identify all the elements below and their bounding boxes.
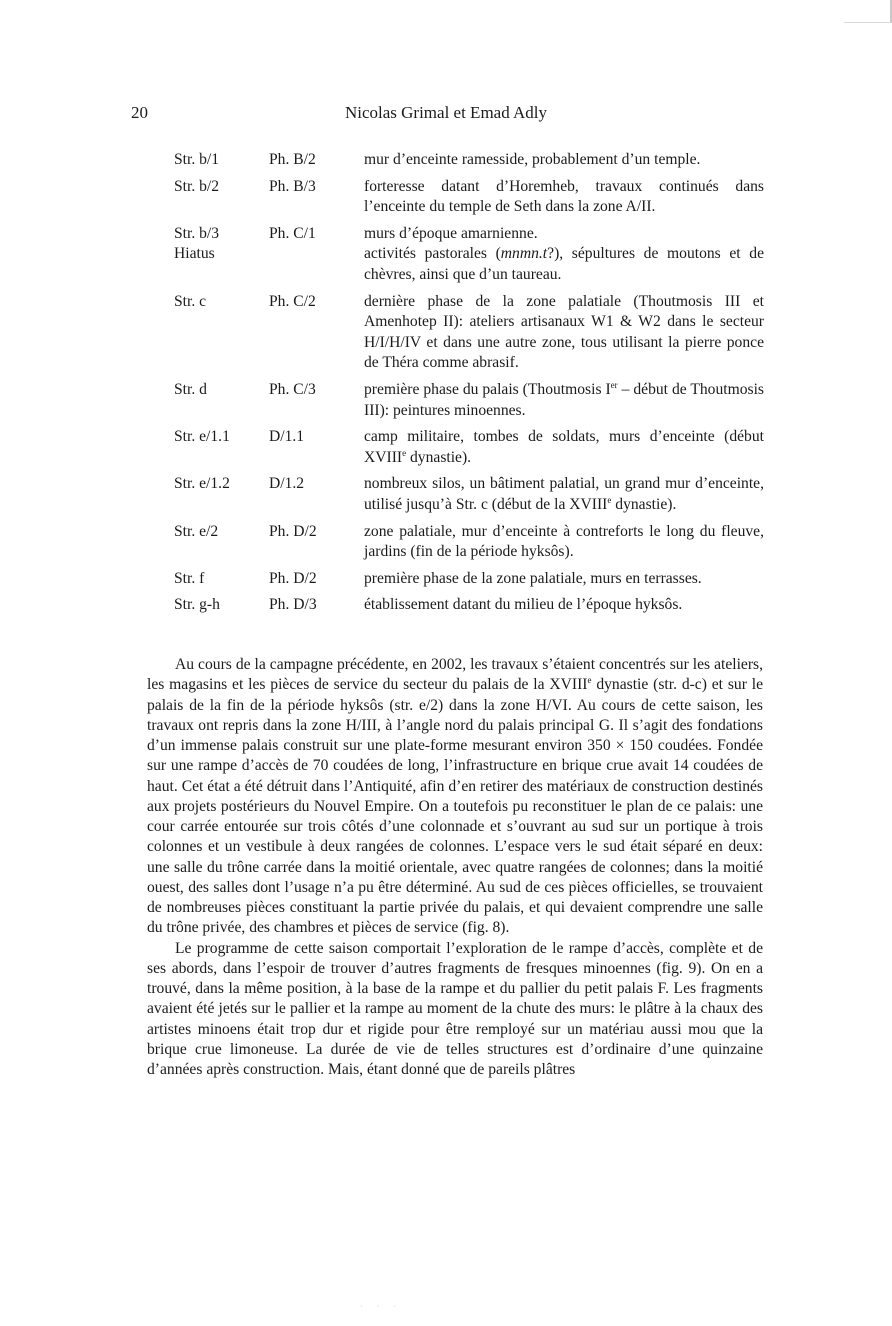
description-sup: er bbox=[610, 379, 618, 390]
description-cell bbox=[364, 380, 764, 421]
description-text: – début de Thoutmosis III): peintures minoennes. bbox=[364, 380, 764, 419]
stratum-cell: Str. f bbox=[174, 569, 205, 587]
description-cell bbox=[364, 244, 764, 285]
stratum-cell: Str. c bbox=[174, 292, 207, 310]
stratum-cell: Hiatus bbox=[174, 245, 215, 263]
strat-row bbox=[174, 380, 764, 421]
phase-cell: Ph. D/3 bbox=[269, 596, 317, 614]
description-cell: murs d’époque amarnienne. bbox=[364, 224, 538, 242]
stratum-cell: Str. b/1 bbox=[174, 151, 220, 168]
body-text bbox=[147, 655, 763, 1080]
phase-cell: Ph. C/3 bbox=[269, 380, 316, 398]
phase-cell: Ph. D/2 bbox=[269, 569, 317, 587]
paragraph-text: dynastie (str. d-c) et sur le palais de la fin de la période hyksôs (str. e/2) dans la zone H/VI. Au cours de cette saison, les travaux ont repris dans la zone H/III, à l’angle nord du palais principal G. Il s’agit des fondations d’un immense palais construit sur une plate-forme mesurant environ 350 × 150 coudées. Fondée sur une rampe d’accès de 70 coudées de long, l’infrastructure en brique crue avait 14 coudées de haut. Cet état a été détruit dans l’Antiquité, afin d’en retirer des matériaux de construction destinés aux projets postérieurs du Nouvel Empire. On a toutefois pu reconstituer le plan de ce palais: une cour carrée entourée sur trois côtés d’une colonnade et s’ouvrant au sud sur un portique à trois colonnes et un vestibule à deux rangées de colonnes. L’espace vers le sud était séparé en deux: une salle du trône carrée dans la moitié orientale, avec quatre rangées de colonnes; dans la moitié ouest, des salles dont l’usage n’a pu être déterminé. Au sud de ces pièces officielles, se trouvaient de nombreuses pièces constituant la partie privée du palais, et qui devaient comprendre une salle du trône privée, des chambres et pièces de service (fig. 8). bbox=[147, 676, 764, 937]
description-text: dynastie). bbox=[611, 495, 677, 513]
stratum-cell: Str. e/1.1 bbox=[174, 428, 230, 446]
stratum-cell: Str. b/3 bbox=[174, 224, 220, 242]
strat-row bbox=[174, 292, 764, 374]
phase-cell: D/1.1 bbox=[269, 428, 305, 446]
description-text: camp militaire, tombes de soldats, murs d’enceinte (début XVIII bbox=[364, 428, 764, 466]
phase-cell: Ph. D/2 bbox=[269, 522, 317, 540]
stratum-cell: Str. e/1.2 bbox=[174, 475, 230, 493]
page-number: 20 bbox=[131, 103, 148, 122]
description-text: nombreux silos, un bâtiment palatial, un grand mur d’enceinte, utilisé jusqu’à Str. c (début de la XVIII bbox=[364, 475, 764, 513]
stratigraphy-table bbox=[174, 150, 764, 622]
description-cell: première phase de la zone palatiale, murs en terrasses. bbox=[364, 569, 702, 587]
description-cell: zone palatiale, mur d’enceinte à contreforts le long du fleuve, jardins (fin de la période hyksôs). bbox=[364, 522, 764, 561]
description-cell: établissement datant du milieu de l’époque hyksôs. bbox=[364, 596, 683, 614]
description-text: activités pastorales ( bbox=[364, 245, 501, 263]
running-head bbox=[0, 103, 892, 127]
stratum-cell: Str. d bbox=[174, 380, 207, 398]
phase-cell: Ph. C/2 bbox=[269, 292, 316, 310]
description-cell: mur d’enceinte ramesside, probablement d’un temple. bbox=[364, 151, 701, 168]
description-italic: mnmn.t bbox=[500, 245, 548, 263]
phase-cell: Ph. B/3 bbox=[269, 177, 316, 195]
phase-cell: D/1.2 bbox=[269, 475, 305, 493]
stratum-cell: Str. e/2 bbox=[174, 522, 219, 540]
description-cell bbox=[364, 474, 764, 515]
description-text: ?), sépultures de moutons et de chèvres, ainsi que d’un taureau. bbox=[364, 245, 765, 283]
strat-row bbox=[174, 474, 764, 515]
description-cell: dernière phase de la zone palatiale (Thoutmosis III et Amenhotep II): ateliers artisanaux W1 & W2 dans le secteur H/I/H/IV et dans une autre zone, tous utilisant la pierre ponce de Théra comme abrasif. bbox=[364, 292, 764, 372]
running-title: Nicolas Grimal et Emad Adly bbox=[344, 103, 548, 122]
phase-cell: Ph. C/1 bbox=[269, 224, 316, 242]
description-sup: e bbox=[402, 447, 407, 458]
description-text: dynastie). bbox=[406, 448, 472, 466]
phase-cell: Ph. B/2 bbox=[269, 151, 316, 168]
strat-row bbox=[174, 150, 764, 171]
description-cell bbox=[364, 427, 764, 468]
scan-edge-mark bbox=[844, 0, 892, 23]
description-cell: forteresse datant d’Horemheb, travaux continués dans l’enceinte du temple de Seth dans la zone A/II. bbox=[364, 177, 764, 216]
strat-row bbox=[174, 522, 764, 563]
strat-row bbox=[174, 224, 764, 245]
paragraph bbox=[147, 655, 763, 939]
strat-row bbox=[174, 244, 764, 285]
phase-cell bbox=[269, 244, 364, 285]
strat-row bbox=[174, 177, 764, 218]
scan-dots: · · · bbox=[360, 1302, 402, 1311]
paragraph: Le programme de cette saison comportait l’exploration de le rampe d’accès, complète et de ses abords, dans l’espoir de trouver d’autres fragments de fresques minoennes (fig. 9). On en a trouvé, dans la même position, à la base de la rampe et du pallier du petit palais F. Les fragments avaient été jetés sur le pallier et la rampe au moment de la chute des murs: le plâtre à la chaux des artistes minoens était trop dur et rigide pour être remployé sur un matériau aussi mou que la brique crue limoneuse. La durée de vie de telles structures est d’ordinaire d’une quinzaine d’années après construction. Mais, étant donné que de pareils plâtres bbox=[147, 939, 763, 1078]
description-text: première phase du palais (Thoutmosis I bbox=[364, 380, 611, 398]
strat-row bbox=[174, 569, 764, 590]
paragraph-sup: e bbox=[587, 675, 592, 686]
description-sup: e bbox=[607, 494, 612, 505]
stratum-cell: Str. b/2 bbox=[174, 177, 220, 195]
stratum-cell: Str. g-h bbox=[174, 596, 220, 614]
strat-row bbox=[174, 427, 764, 468]
strat-row bbox=[174, 595, 764, 616]
paragraph-text: Au cours de la campagne précédente, en 2002, les travaux s’étaient concentrés sur les ateliers, les magasins et les pièces de service du secteur du palais de la XVIII bbox=[147, 656, 763, 694]
